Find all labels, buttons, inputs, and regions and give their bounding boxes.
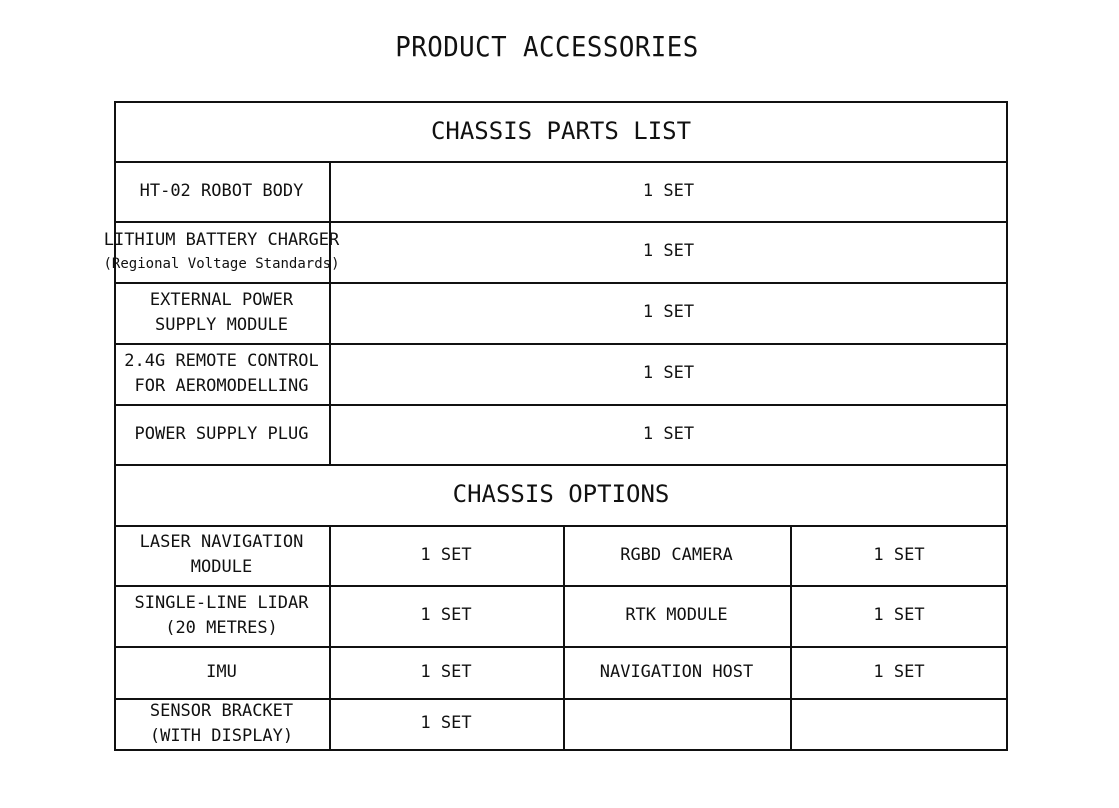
option-name: RGBD CAMERA	[620, 544, 733, 565]
option-qty-cell	[790, 646, 1008, 698]
option-qty-cell	[329, 646, 563, 698]
part-qty-cell	[329, 404, 1008, 464]
option-name: NAVIGATION HOST	[599, 661, 754, 682]
options-header-text: CHASSIS OPTIONS	[452, 480, 670, 508]
option-name: SINGLE-LINE LIDAR	[134, 592, 309, 613]
option-name-cell	[563, 525, 790, 585]
option-qty-cell	[329, 698, 563, 749]
option-name-cell	[114, 585, 329, 646]
option-name-cell	[563, 698, 790, 749]
part-name: 2.4G REMOTE CONTROL	[124, 350, 319, 371]
option-name: MODULE	[190, 557, 253, 577]
part-name-cell	[114, 161, 329, 221]
part-name: POWER SUPPLY PLUG	[134, 423, 309, 444]
part-qty: 1 SET	[642, 363, 695, 383]
part-qty: 1 SET	[642, 423, 695, 444]
option-name: (WITH DISPLAY)	[149, 725, 294, 746]
option-qty-cell	[790, 698, 1008, 749]
option-qty: 1 SET	[420, 605, 472, 625]
option-name: RTK MODULE	[625, 605, 728, 625]
option-name-cell	[563, 585, 790, 646]
option-qty-cell	[790, 585, 1008, 646]
option-name: LASER NAVIGATION	[139, 532, 304, 552]
part-note: (Regional Voltage Standards)	[103, 256, 340, 272]
part-qty: 1 SET	[642, 302, 695, 322]
option-qty-cell	[329, 525, 563, 585]
part-name-cell	[103, 221, 340, 282]
part-qty-cell	[329, 282, 1008, 343]
option-qty-cell	[790, 525, 1008, 585]
parts-header	[114, 101, 1008, 161]
option-name-cell	[114, 525, 329, 585]
part-qty-cell	[329, 221, 1008, 282]
part-name: LITHIUM BATTERY CHARGER	[103, 230, 340, 250]
part-qty-cell	[329, 343, 1008, 404]
table-rule	[114, 749, 1008, 751]
option-qty: 1 SET	[873, 544, 925, 565]
accessories-table	[103, 101, 1008, 749]
part-name-cell	[114, 404, 329, 464]
part-name-cell	[114, 343, 329, 404]
part-name: HT-02 ROBOT BODY	[139, 180, 304, 201]
part-name: FOR AEROMODELLING	[134, 375, 309, 396]
option-qty: 1 SET	[873, 661, 925, 682]
parts-header-text: CHASSIS PARTS LIST	[430, 116, 692, 145]
part-name: SUPPLY MODULE	[154, 314, 289, 335]
option-qty: 1 SET	[420, 661, 472, 682]
option-name-cell	[563, 646, 790, 698]
option-name: (20 METRES)	[165, 617, 278, 638]
part-name-cell	[114, 282, 329, 343]
option-qty-cell	[329, 585, 563, 646]
option-name-cell	[114, 698, 329, 749]
option-name: IMU	[206, 661, 237, 682]
page-title: PRODUCT ACCESSORIES	[395, 30, 699, 63]
part-qty: 1 SET	[642, 241, 695, 261]
option-qty: 1 SET	[420, 544, 472, 565]
option-qty: 1 SET	[873, 605, 925, 625]
option-name-cell	[114, 646, 329, 698]
option-name: SENSOR BRACKET	[149, 700, 294, 721]
part-name: EXTERNAL POWER	[149, 289, 294, 310]
options-header	[114, 464, 1008, 525]
part-qty: 1 SET	[642, 180, 695, 201]
option-qty: 1 SET	[420, 713, 472, 733]
part-qty-cell	[329, 161, 1008, 221]
